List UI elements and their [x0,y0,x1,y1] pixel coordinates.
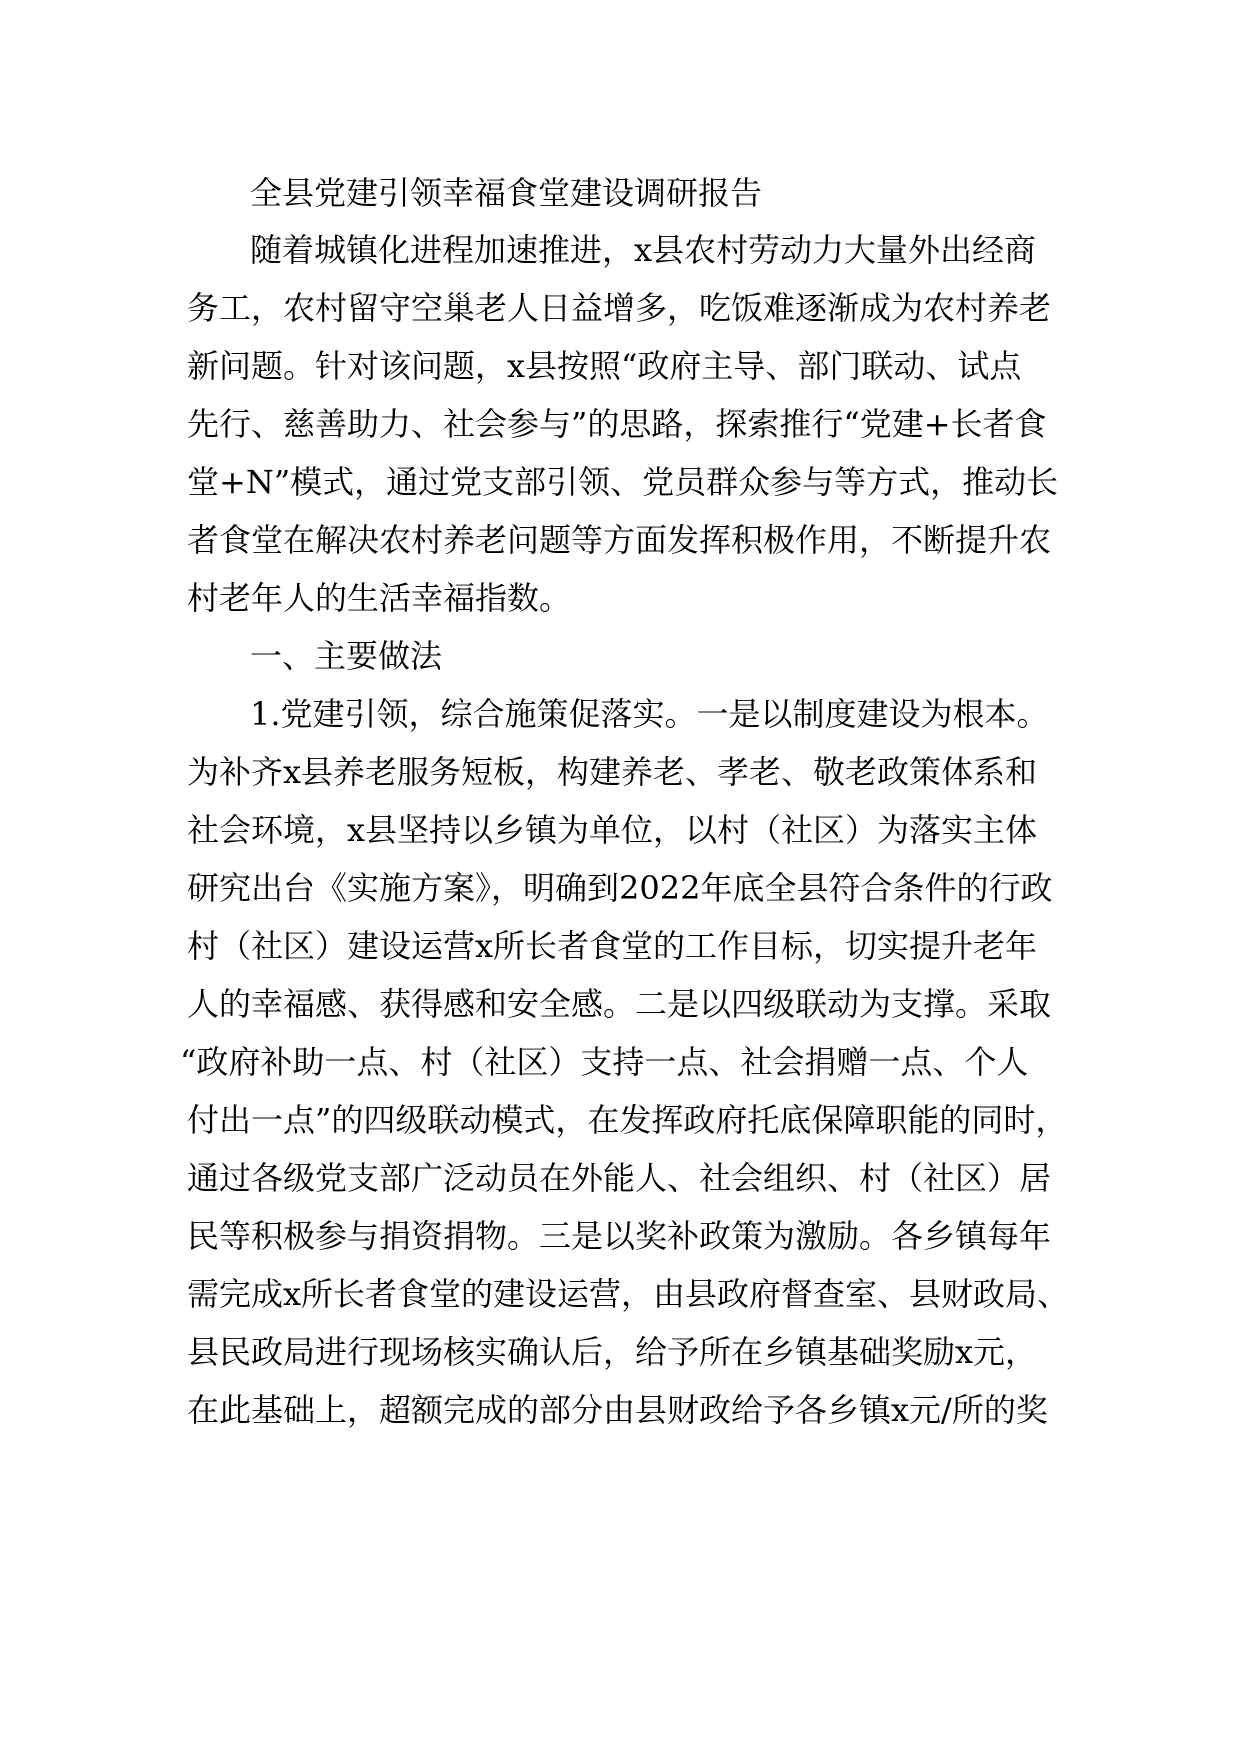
body-line-12: 县民政局进行现场核实确认后，给予所在乡镇基础奖励x元， [187,1333,1038,1371]
body-line-11: 需完成x所长者食堂的建设运营，由县政府督查室、县财政局、 [187,1275,1070,1313]
body-line-5: 村（社区）建设运营x所长者食堂的工作目标，切实提升老年 [187,927,1038,965]
intro-line-6: 者食堂在解决农村养老问题等方面发挥积极作用，不断提升农 [187,521,1052,559]
body-line-13: 在此基础上，超额完成的部分由县财政给予各乡镇x元/所的奖 [187,1391,1048,1429]
intro-line-7: 村老年人的生活幸福指数。 [187,579,572,617]
body-line-8: 付出一点”的四级联动模式，在发挥政府托底保障职能的同时， [187,1101,1068,1139]
body-line-9: 通过各级党支部广泛动员在外能人、社会组织、村（社区）居 [187,1159,1052,1197]
body-line-4: 研究出台《实施方案》，明确到2022年底全县符合条件的行政 [187,869,1053,907]
intro-line-3: 新问题。针对该问题，x县按照“政府主导、部门联动、试点 [187,347,1022,385]
body-line-3: 社会环境，x县坚持以乡镇为单位，以村（社区）为落实主体 [187,811,1038,849]
body-line-1: 1.党建引领，综合施策促落实。一是以制度建设为根本。 [250,695,1049,733]
intro-line-4: 先行、慈善助力、社会参与”的思路，探索推行“党建+长者食 [187,405,1047,443]
body-line-6: 人的幸福感、获得感和安全感。二是以四级联动为支撑。采取 [187,985,1052,1023]
body-line-7: “政府补助一点、村（社区）支持一点、社会捐赠一点、个人 [180,1043,1029,1081]
body-line-2: 为补齐x县养老服务短板，构建养老、孝老、敬老政策体系和 [187,753,1038,791]
section-heading: 一、主要做法 [250,637,443,675]
body-line-10: 民等积极参与捐资捐物。三是以奖补政策为激励。各乡镇每年 [187,1217,1052,1255]
intro-line-5: 堂+N”模式，通过党支部引领、党员群众参与等方式，推动长 [187,463,1059,501]
intro-line-1: 随着城镇化进程加速推进，x县农村劳动力大量外出经商 [250,231,1037,269]
document-title: 全县党建引领幸福食堂建设调研报告 [250,174,763,212]
intro-line-2: 务工，农村留守空巢老人日益增多，吃饭难逐渐成为农村养老 [187,289,1052,327]
